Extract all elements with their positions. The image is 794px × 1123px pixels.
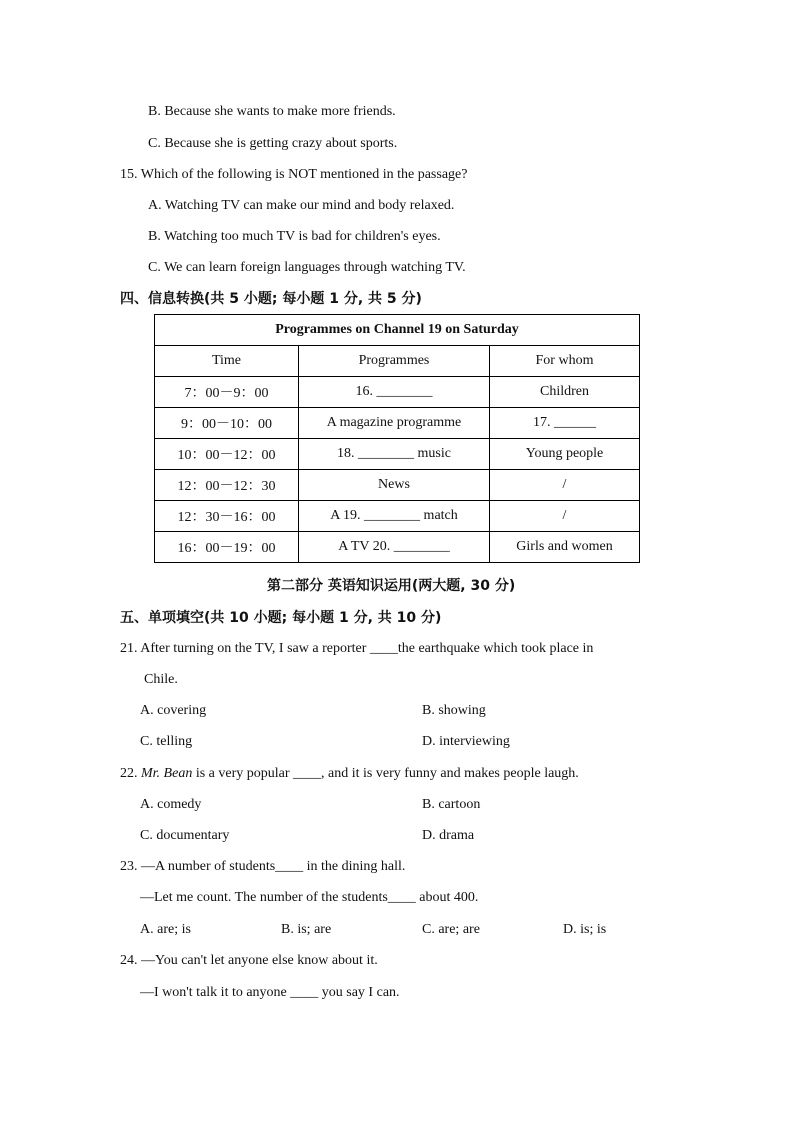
cell-for-whom: 17. ______: [490, 408, 640, 439]
q14-option-c: C. Because she is getting crazy about sports.: [148, 136, 398, 151]
q21-option-c: C. telling: [140, 734, 193, 749]
cell-programme: News: [299, 470, 490, 501]
q21-stem-cont: Chile.: [144, 672, 178, 687]
q15-option-a: A. Watching TV can make our mind and body relaxed.: [148, 198, 455, 213]
q21-option-b: B. showing: [422, 703, 486, 718]
q24-line2: —I won't talk it to anyone ____ you say I can.: [140, 985, 400, 1000]
q22-option-b: B. cartoon: [422, 797, 481, 812]
table-row: [155, 439, 640, 470]
q22-number: 22.: [120, 766, 141, 781]
cell-for-whom: /: [490, 470, 640, 501]
cell-programme: 18. ________ music: [299, 439, 490, 470]
q21-option-d: D. interviewing: [422, 734, 510, 749]
q21-option-a: A. covering: [140, 703, 207, 718]
header-time: Time: [155, 346, 299, 377]
section5-heading: 五、单项填空(共 10 小题; 每小题 1 分, 共 10 分): [120, 610, 442, 626]
table-row: [155, 501, 640, 532]
cell-programme: 16. ________: [299, 377, 490, 408]
cell-time: 12：00－12：30: [155, 470, 299, 501]
q22-option-d: D. drama: [422, 828, 475, 843]
cell-for-whom: Girls and women: [490, 532, 640, 563]
q24-line1: 24. —You can't let anyone else know about it.: [120, 953, 378, 968]
q14-option-b: B. Because she wants to make more friends.: [148, 104, 396, 119]
header-programmes: Programmes: [299, 346, 490, 377]
q23-option-b: B. is; are: [281, 922, 332, 937]
cell-time: 7：00－9：00: [155, 377, 299, 408]
q23-option-d: D. is; is: [563, 922, 607, 937]
header-for-whom: For whom: [490, 346, 640, 377]
cell-time: 9：00－10：00: [155, 408, 299, 439]
cell-for-whom: Young people: [490, 439, 640, 470]
cell-for-whom: /: [490, 501, 640, 532]
table-title: Programmes on Channel 19 on Saturday: [155, 315, 640, 346]
q23-line2: —Let me count. The number of the students____ about 400.: [140, 890, 479, 905]
cell-time: 16：00－19：00: [155, 532, 299, 563]
q15-stem: 15. Which of the following is NOT mentioned in the passage?: [120, 167, 468, 182]
cell-programme: A TV 20. ________: [299, 532, 490, 563]
table-row: [155, 377, 640, 408]
cell-time: 10：00－12：00: [155, 439, 299, 470]
q23-option-c: C. are; are: [422, 922, 480, 937]
q22-stem-rest: is a very popular ____, and it is very funny and makes people laugh.: [192, 766, 579, 781]
table-row: [155, 532, 640, 563]
section4-heading: 四、信息转换(共 5 小题; 每小题 1 分, 共 5 分): [120, 291, 422, 307]
cell-programme: A magazine programme: [299, 408, 490, 439]
q23-line1: 23. —A number of students____ in the dining hall.: [120, 859, 406, 874]
part2-heading: 第二部分 英语知识运用(两大题, 30 分): [267, 578, 516, 594]
q15-option-c: C. We can learn foreign languages through watching TV.: [148, 260, 466, 275]
cell-time: 12：30－16：00: [155, 501, 299, 532]
q22-option-a: A. comedy: [140, 797, 202, 812]
table-header-row: [155, 346, 640, 377]
q22-stem: [120, 765, 579, 783]
q22-option-c: C. documentary: [140, 828, 230, 843]
cell-for-whom: Children: [490, 377, 640, 408]
cell-programme: A 19. ________ match: [299, 501, 490, 532]
q23-option-a: A. are; is: [140, 922, 191, 937]
table-row: [155, 470, 640, 501]
q22-italic-title: Mr. Bean: [141, 766, 193, 781]
q21-stem: 21. After turning on the TV, I saw a reporter ____the earthquake which took place in: [120, 641, 594, 656]
table-row: [155, 408, 640, 439]
q15-option-b: B. Watching too much TV is bad for children's eyes.: [148, 229, 441, 244]
programme-table: [154, 314, 640, 563]
